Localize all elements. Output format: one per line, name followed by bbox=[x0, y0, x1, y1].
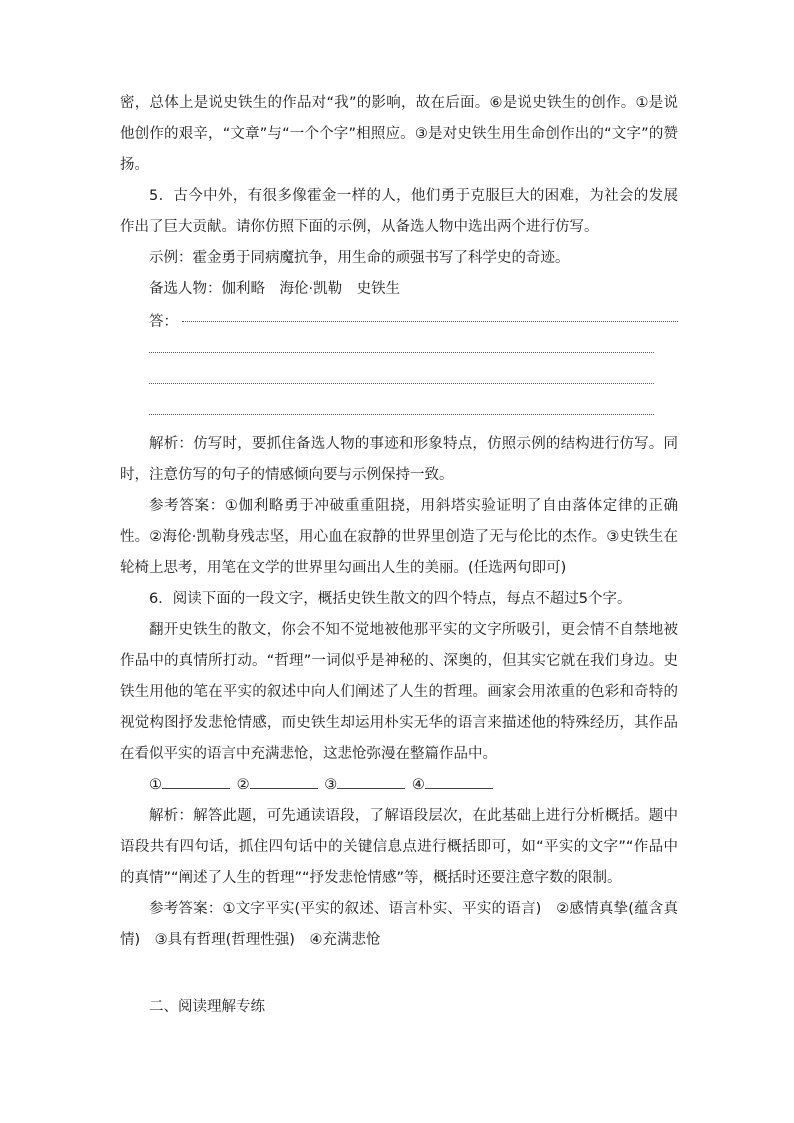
blank-1[interactable] bbox=[162, 774, 230, 789]
question-6-prompt: 6．阅读下面的一段文字，概括史铁生散文的四个特点，每点不超过5个字。 bbox=[149, 591, 632, 607]
blank-mark-3: ③ bbox=[324, 777, 338, 793]
blank-3[interactable] bbox=[337, 774, 405, 789]
question-5-prompt: 5．古今中外，有很多像霍金一样的人，他们勇于克服巨大的困难，为社会的发展作出了巨大贡献。请你仿照下面的示例，从备选人物中选出两个进行仿写。 bbox=[120, 188, 678, 235]
section-heading: 二、阅读理解专练 bbox=[149, 999, 265, 1015]
question-5-analysis: 解析：仿写时，要抓住备选人物的事迹和形象特点，仿照示例的结构进行仿写。同时，注意仿写的句子的情感倾向要与示例保持一致。 bbox=[120, 436, 678, 483]
answer-line-3[interactable] bbox=[149, 367, 678, 398]
question-6-passage: 翻开史铁生的散文，你会不知不觉地被他那平实的文字所吸引，更会情不自禁地被作品中的真情所打动。“哲理”一词似乎是神秘的、深奥的，但其实它就在我们身边。史铁生用他的笔在平实的叙述中向人们阐述了人生的哲理。画家会用浓重的色彩和奇特的视觉构图抒发悲怆情感，而史铁生却运用朴实无华的语言来描述他的特殊经历，其作品在看似平实的语言中充满悲怆，这悲怆弥漫在整篇作品中。 bbox=[120, 622, 678, 762]
question-5-reference: 参考答案：①伽利略勇于冲破重重阻挠，用斜塔实验证明了自由落体定律的正确性。②海伦·凯勒身残志坚，用心血在寂静的世界里创造了无与伦比的杰作。③史铁生在轮椅上思考，用笔在文学的世界里勾画出人生的美丽。(任选两句即可) bbox=[120, 498, 678, 576]
question-6-analysis: 解析：解答此题，可先通读语段，了解语段层次，在此基础上进行分析概括。题中语段共有四句话，抓住四句话中的关键信息点进行概括即可，如“平实的文字”“作品中的真情”“阐述了人生的哲理”“抒发悲怆情感”等，概括时还要注意字数的限制。 bbox=[120, 808, 678, 886]
question-6-blanks bbox=[120, 770, 678, 801]
answer-label: 答： bbox=[149, 314, 178, 330]
answer-fill bbox=[182, 321, 678, 322]
blank-mark-4: ④ bbox=[411, 777, 425, 793]
answer-line-1[interactable] bbox=[120, 305, 678, 336]
answer-line-4[interactable] bbox=[149, 398, 678, 429]
document-page bbox=[120, 88, 678, 1023]
blank-mark-2: ② bbox=[236, 777, 250, 793]
question-5-candidates: 备选人物：伽利略 海伦·凯勒 史铁生 bbox=[149, 281, 401, 297]
answer-line-2[interactable] bbox=[149, 336, 678, 367]
question-5-example: 示例：霍金勇于同病魔抗争，用生命的顽强书写了科学史的奇迹。 bbox=[149, 250, 570, 266]
question-6-reference: 参考答案：①文字平实(平实的叙述、语言朴实、平实的语言) ②感情真挚(蕴含真情) ③具有哲理(哲理性强) ④充满悲怆 bbox=[120, 901, 678, 948]
intro-paragraph: 密，总体上是说史铁生的作品对“我”的影响，故在后面。⑥是说史铁生的创作。①是说他创作的艰辛，“文章”与“一个个字”相照应。③是对史铁生用生命创作出的“文字”的赞扬。 bbox=[120, 95, 678, 173]
blank-4[interactable] bbox=[425, 774, 493, 789]
blank-2[interactable] bbox=[250, 774, 318, 789]
blank-mark-1: ① bbox=[149, 777, 162, 793]
